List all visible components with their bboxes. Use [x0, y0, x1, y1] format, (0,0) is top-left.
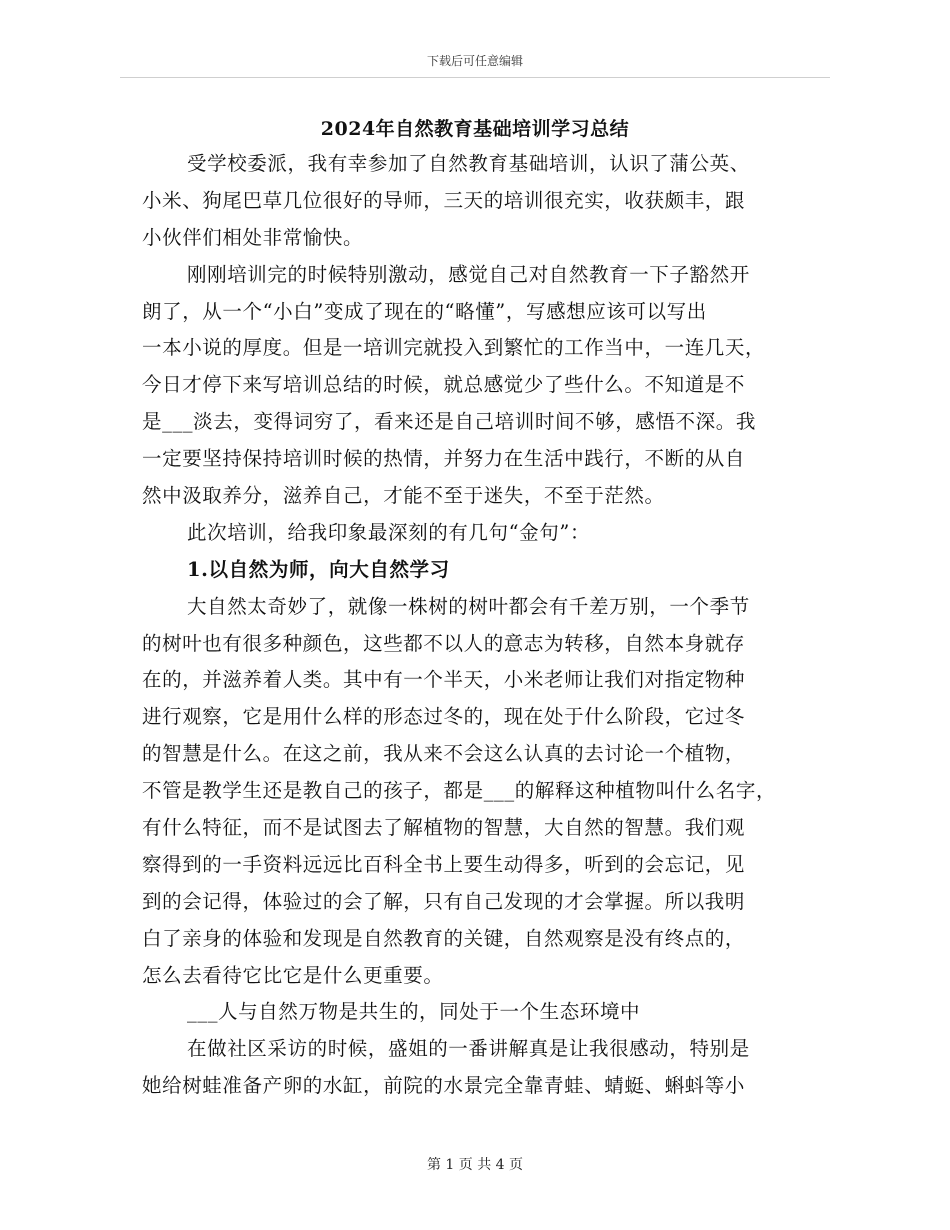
paragraph-line: 白了亲身的体验和发现是自然教育的关键，自然观察是没有终点的，: [142, 926, 746, 950]
paragraph-line: 小米、狗尾巴草几位很好的导师，三天的培训很充实，收获颇丰，跟: [142, 188, 746, 212]
paragraph-line: 一定要坚持保持培训时候的热情，并努力在生活中践行，不断的从自: [142, 447, 746, 471]
paragraph-line: 进行观察，它是用什么样的形态过冬的，现在处于什么阶段，它过冬: [142, 705, 746, 729]
paragraph-line: 的树叶也有很多种颜色，这些都不以人的意志为转移，自然本身就存: [142, 631, 746, 655]
document-title: 2024年自然教育基础培训学习总结: [320, 118, 630, 140]
paragraph-line: 到的会记得，体验过的会了解，只有自己发现的才会掌握。所以我明: [142, 889, 746, 913]
header-divider: [120, 77, 830, 78]
paragraph-line: 大自然太奇妙了，就像一株树的树叶都会有千差万别，一个季节: [187, 594, 750, 618]
paragraph-line: 今日才停下来写培训总结的时候，就总感觉少了些什么。不知道是不: [142, 373, 746, 397]
paragraph-line: 在的，并滋养着人类。其中有一个半天，小米老师让我们对指定物种: [142, 668, 746, 692]
paragraph-line: 一本小说的厚度。但是一培训完就投入到繁忙的工作当中，一连几天，: [142, 336, 766, 360]
page-header: 下载后可任意编辑: [426, 54, 523, 68]
paragraph-line: 不管是教学生还是教自己的孩子，都是___的解释这种植物叫什么名字，: [142, 779, 777, 803]
paragraph-line: 察得到的一手资料远远比百科全书上要生动得多，听到的会忘记，见: [142, 852, 746, 876]
section-heading: ___人与自然万物是共生的，同处于一个生态环境中: [187, 1000, 641, 1024]
paragraph-line: 受学校委派，我有幸参加了自然教育基础培训，认识了蒲公英、: [187, 152, 750, 175]
paragraph-line: 怎么去看待它比它是什么更重要。: [142, 963, 444, 987]
section-heading: 1.以自然为师，向大自然学习: [187, 557, 450, 581]
paragraph-line: 有什么特征，而不是试图去了解植物的智慧，大自然的智慧。我们观: [142, 816, 746, 840]
paragraph-line: 在做社区采访的时候，盛姐的一番讲解真是让我很感动，特别是: [187, 1037, 750, 1061]
paragraph-line: 刚刚培训完的时候特别激动，感觉自己对自然教育一下子豁然开: [187, 262, 750, 286]
paragraph-line: 然中汲取养分，滋养自己，才能不至于迷失，不至于茫然。: [142, 484, 665, 508]
document-body: [142, 146, 818, 1105]
paragraph-line: 此次培训，给我印象最深刻的有几句“金句”：: [187, 520, 591, 544]
paragraph-line: 她给树蛙准备产卵的水缸，前院的水景完全靠青蛙、蜻蜓、蝌蚪等小: [142, 1074, 746, 1098]
paragraph-line: 的智慧是什么。在这之前，我从来不会这么认真的去讨论一个植物，: [142, 742, 746, 766]
page-number-footer: 第 1 页 共 4 页: [426, 1157, 524, 1173]
paragraph-line: 是___淡去，变得词穷了，看来还是自己培训时间不够，感悟不深。我: [142, 410, 756, 434]
paragraph-line: 小伙伴们相处非常愉快。: [142, 225, 364, 249]
paragraph-line: 朗了，从一个“小白”变成了现在的“略懂”，写感想应该可以写出: [142, 299, 707, 323]
